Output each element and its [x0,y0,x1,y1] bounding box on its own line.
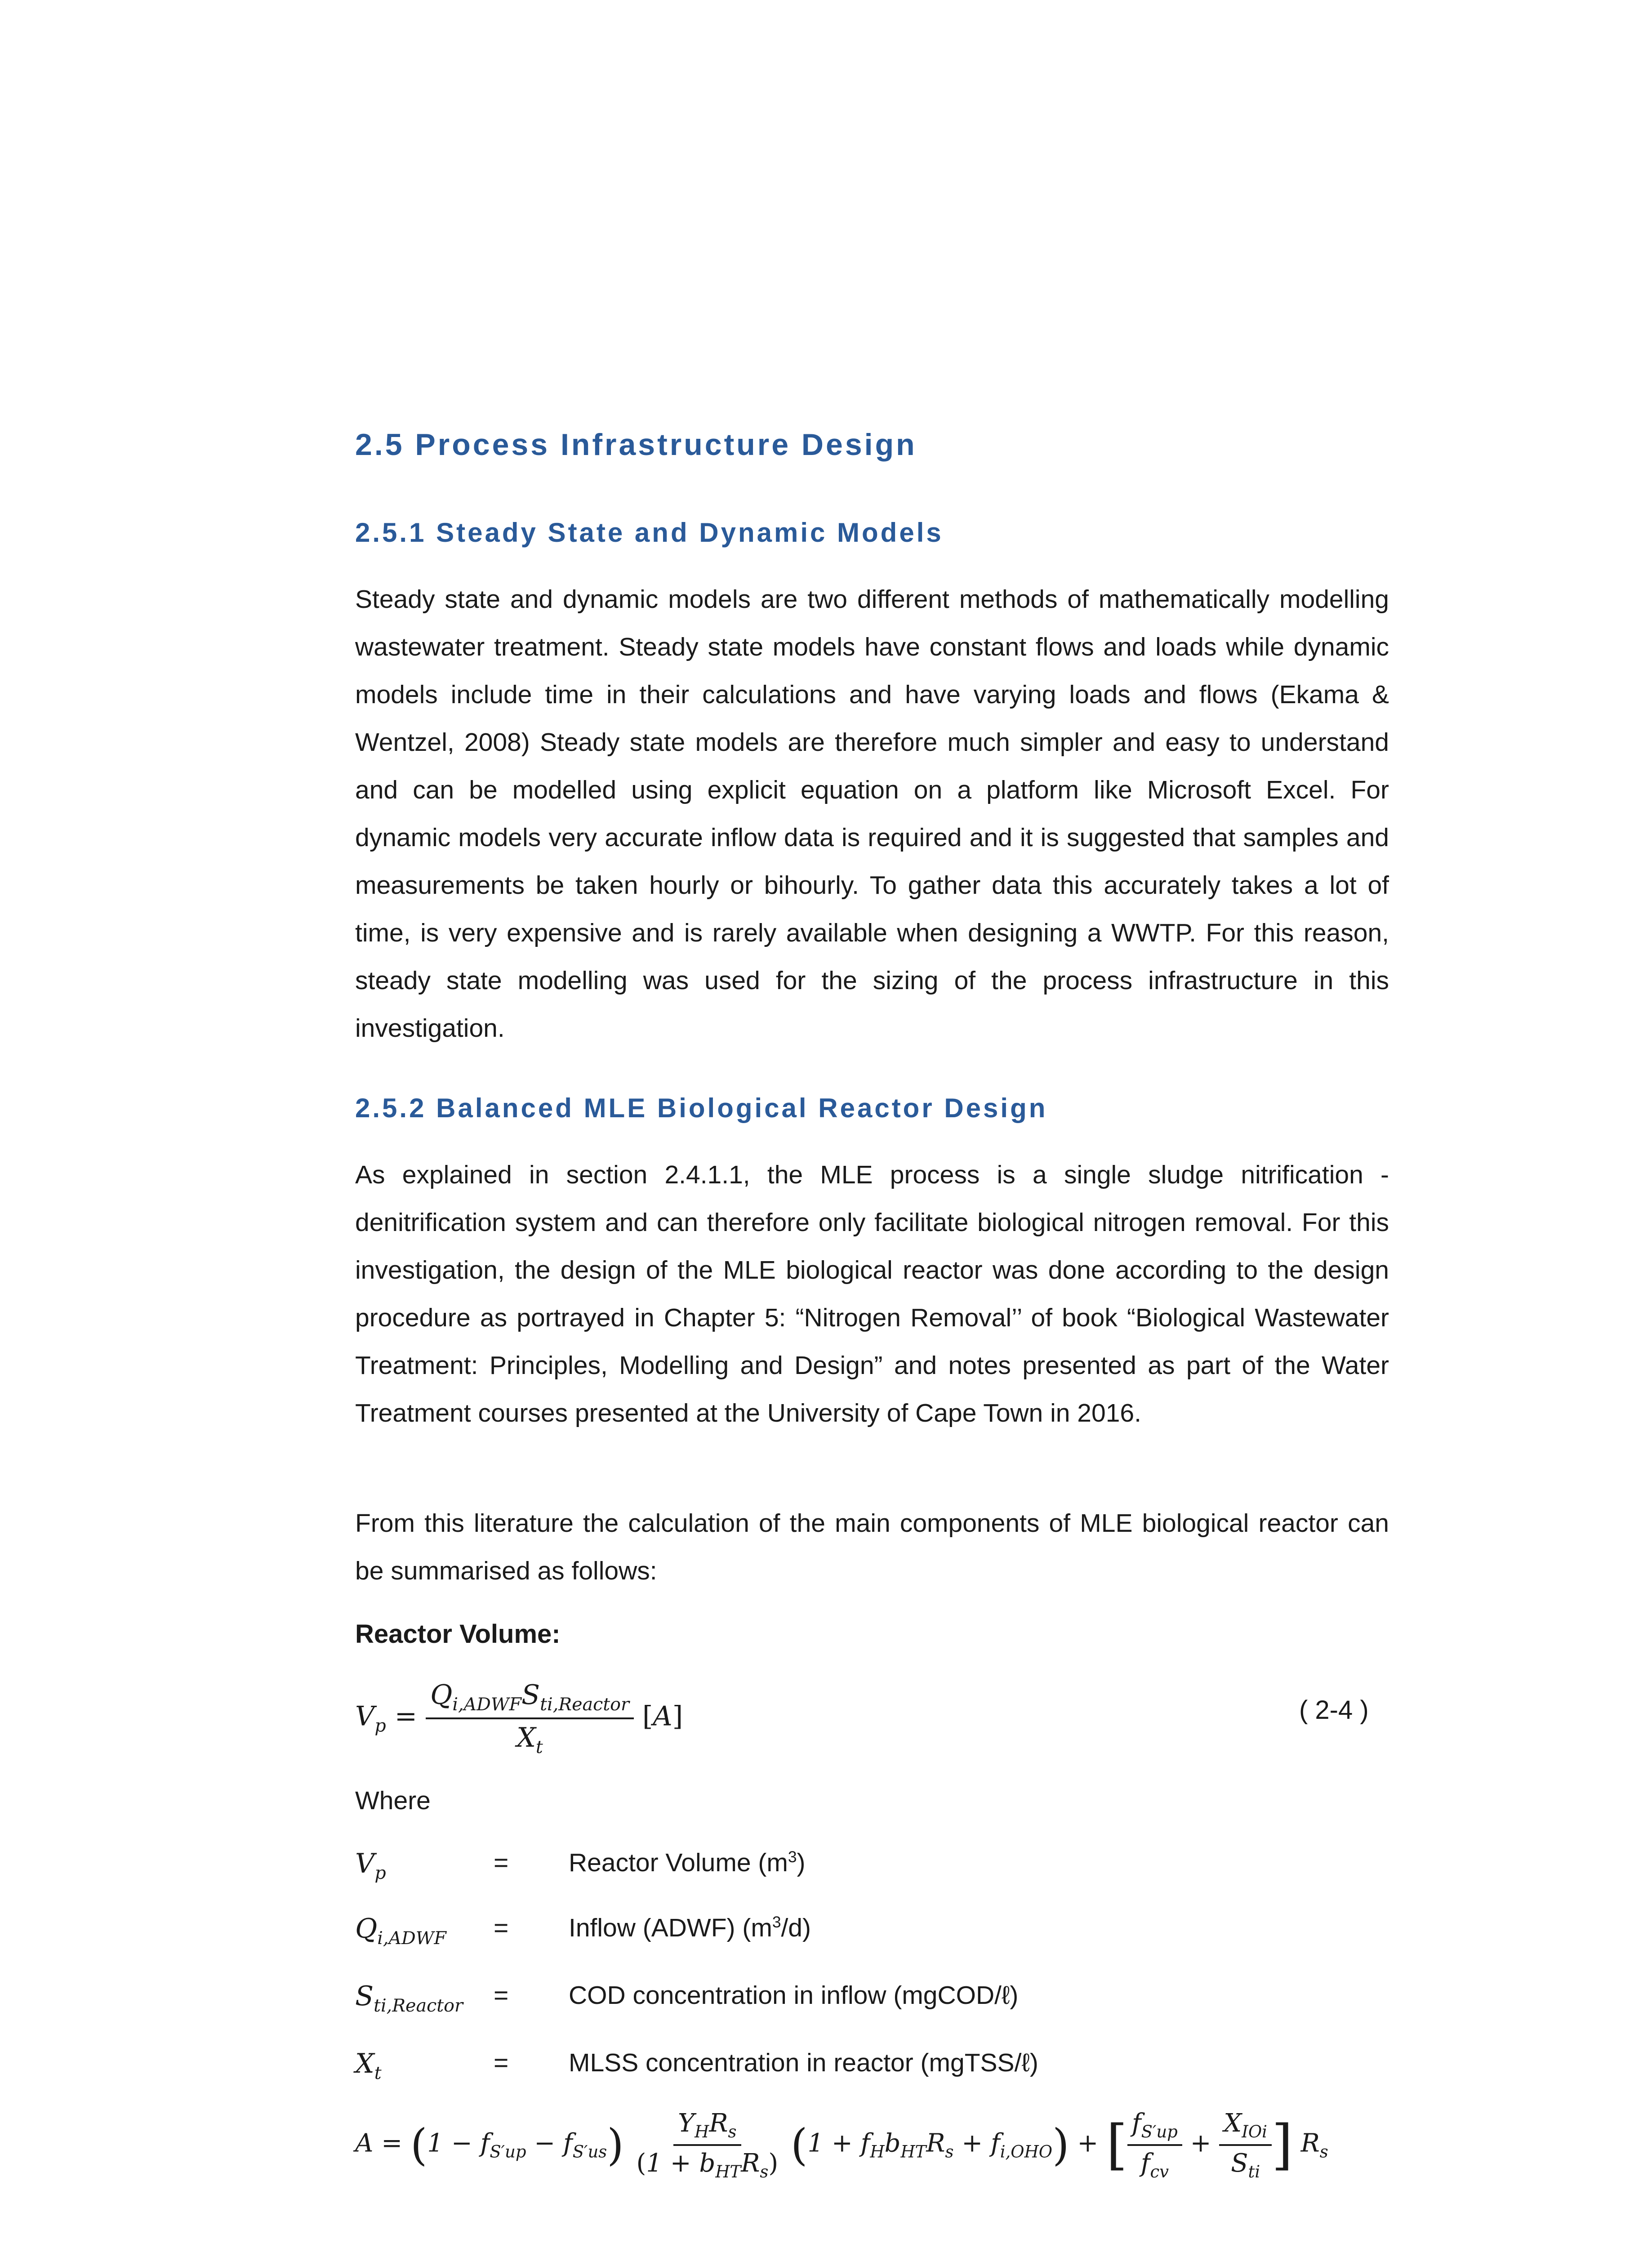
section-heading: 2.5 Process Infrastructure Design [355,428,917,462]
definition-description: MLSS concentration in reactor (mgTSS/ℓ) [569,2048,1038,2077]
equation-a: $A = (1 - f_{S'up} - f_{S'us})$ $\frac{Y_HR_s}{(1 + b_{HT}R_s)}$ $(1 + f_Hb_{HT}R_s + f_{i,OHO})$ + [ $\frac{f_{S'up}}{f_{cv}}$ + $\frac{X_{IOi}}{S_{ti}}$ ] $R_s$ [355,2109,1328,2181]
equation-reactor-volume: $V_p$ = $\frac{Q_{i,ADWF}S_{ti,Reactor}}{X_t}$ [A] [355,1679,683,1757]
paragraph-literature: From this literature the calculation of the main components of MLE biological reactor can be summarised as follows: [355,1509,1389,1585]
subsection-heading-mle: 2.5.2 Balanced MLE Biological Reactor Design [355,1093,1048,1123]
paragraph-mle-process: As explained in section 2.4.1.1, the MLE process is a single sludge nitrification - denitrification system and can therefore only facilitate biological nitrogen removal. For this investigation, the design of the MLE biological reactor was done according to the design procedure as portrayed in Chapter 5: “Nitrogen Removal’’ of book “Biological Wastewater Treatment: Principles, Modelling and Design” and notes presented as part of the Water Treatment courses presented at the University of Cape Town in 2016. [355,1160,1389,1427]
definition-equals: = [494,1848,509,1877]
definition-row [355,1913,1434,1958]
definition-description: Reactor Volume $(m^3)$ [569,1848,806,1877]
definition-equals: = [494,1913,509,1942]
subsection-heading-steady-state: 2.5.1 Steady State and Dynamic Models [355,517,944,548]
equation-fraction: $\frac{Y_HR_s}{(1 + b_{HT}R_s)}$ [636,2109,779,2181]
equation-fraction: $\frac{Q_{i,ADWF}S_{ti,Reactor}}{X_t}$ [426,1679,634,1757]
definition-row [355,2048,1434,2093]
definition-equals: = [494,2048,509,2077]
paragraph-steady-state: Steady state and dynamic models are two different methods of mathematically modelling wastewater treatment. Steady state models have constant flows and loads while dynamic models include time in their calculations and have varying loads and flows (Ekama & Wentzel, 2008) Steady state models are therefore much simpler and easy to understand and can be modelled using explicit equation on a platform like Microsoft Excel. For dynamic models very accurate inflow data is required and it is suggested that samples and measurements be taken hourly or bihourly. To gather data this accurately takes a lot of time, is very expensive and is rarely available when designing a WWTP. For this reason, steady state modelling was used for the sizing of the process infrastructure in this investigation. [355,585,1389,1043]
equation-fraction: $\frac{X_{IOi}}{S_{ti}}$ [1219,2109,1272,2181]
definition-symbol: $Q_{i,ADWF}$ [355,1913,446,1949]
definition-symbol: $X_t$ [355,2048,382,2083]
definition-description: Inflow (ADWF) $(m^3/d)$ [569,1913,811,1942]
definition-symbol: $V_p$ [355,1848,386,1883]
definition-row [355,1980,1434,2025]
equation-fraction: $\frac{f_{S'up}}{f_{cv}}$ [1127,2109,1182,2181]
definition-row [355,1848,1434,1893]
reactor-volume-label: Reactor Volume: [355,1619,561,1649]
where-label: Where [355,1786,431,1815]
definition-equals: = [494,1981,509,2010]
definition-symbol: $S_{ti,Reactor}$ [355,1980,463,2016]
definition-description: COD concentration in inflow (mgCOD/ℓ) [569,1981,1019,2010]
equation-number: ( 2-4 ) [1299,1695,1369,1725]
